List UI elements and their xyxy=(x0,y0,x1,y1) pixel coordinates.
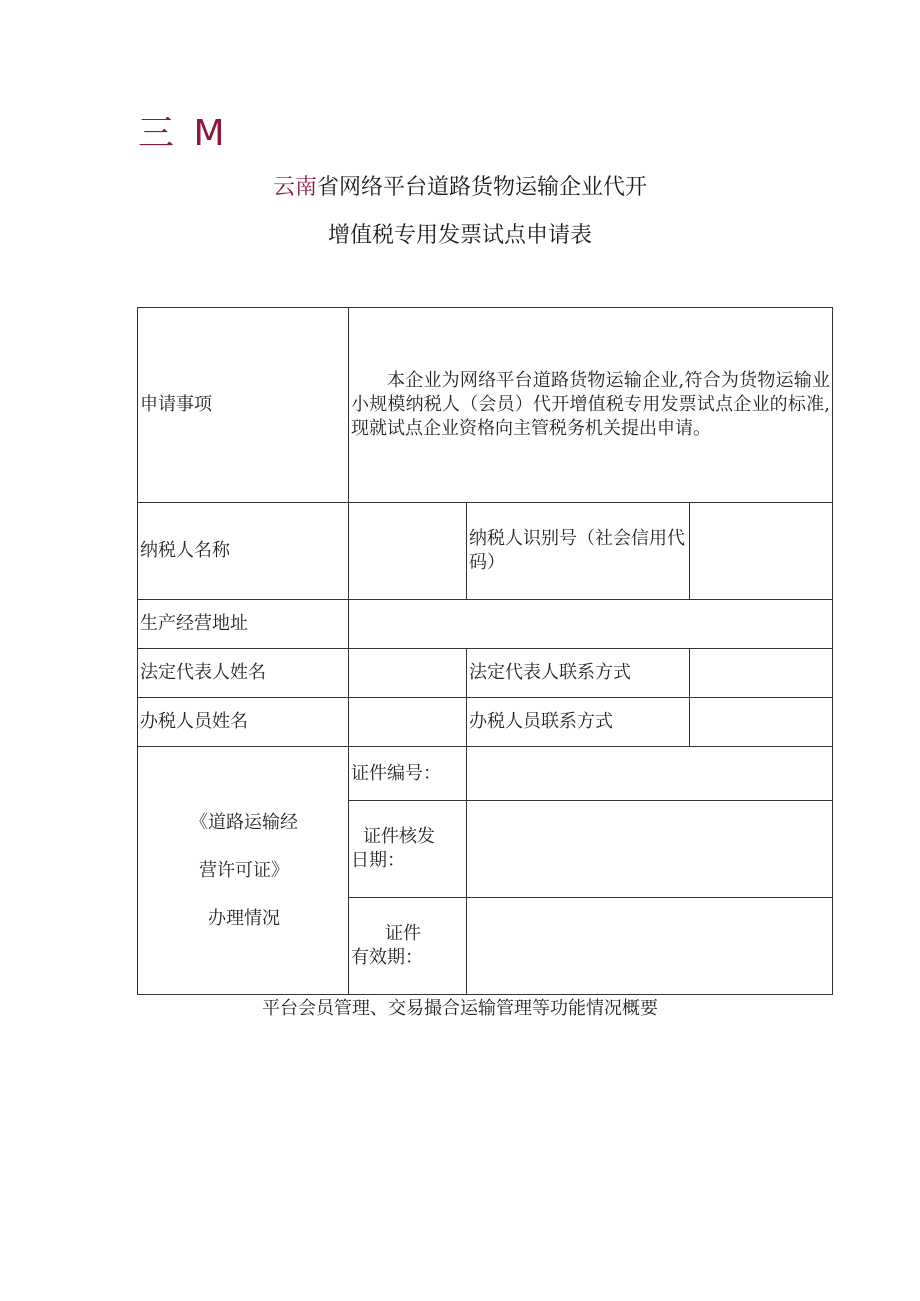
application-form-table xyxy=(137,307,833,995)
cert-issue-field[interactable] xyxy=(467,801,833,898)
cert-number-label: 证件编号： xyxy=(349,747,467,801)
form-title-line2: 增值税专用发票试点申请表 xyxy=(327,223,592,248)
footer-text: 平台会员管理、交易撮合运输管理等功能情况概要 xyxy=(262,998,658,1019)
tax-officer-contact-label: 办税人员联系方式 xyxy=(467,698,690,747)
legal-rep-name-field[interactable] xyxy=(349,649,467,698)
tax-officer-name-label: 办税人员姓名 xyxy=(138,698,349,747)
taxpayer-id-field[interactable] xyxy=(690,503,833,600)
cert-valid-line1: 证件 xyxy=(385,923,421,944)
title-rest: 省网络平台道路货物运输企业代开 xyxy=(317,175,648,200)
title-accent: 云南 xyxy=(272,175,317,200)
tax-officer-contact-field[interactable] xyxy=(690,698,833,747)
permit-label xyxy=(138,747,349,995)
cert-valid-label xyxy=(349,898,467,995)
tax-officer-name-field[interactable] xyxy=(349,698,467,747)
cert-valid-field[interactable] xyxy=(467,898,833,995)
logo: 三 M xyxy=(138,113,229,154)
legal-rep-contact-label: 法定代表人联系方式 xyxy=(467,649,690,698)
cert-number-field[interactable] xyxy=(467,747,833,801)
taxpayer-name-field[interactable] xyxy=(349,503,467,600)
application-item-label: 申请事项 xyxy=(138,308,349,503)
permit-label-line1: 《道路运输经 xyxy=(190,811,298,833)
legal-rep-name-label: 法定代表人姓名 xyxy=(138,649,349,698)
form-title-line1 xyxy=(0,170,920,206)
taxpayer-name-label: 纳税人名称 xyxy=(138,503,349,600)
permit-label-line2: 营许可证》 xyxy=(199,859,289,881)
application-item-text: 本企业为网络平台道路货物运输企业,符合为货物运输业小规模纳税人（会员）代开增值税专用发票试点企业的标准,现就试点企业资格向主管税务机关提出申请。 xyxy=(349,308,833,503)
cert-issue-line1: 证件核发 xyxy=(363,826,435,847)
legal-rep-contact-field[interactable] xyxy=(690,649,833,698)
address-label: 生产经营地址 xyxy=(138,600,349,649)
cert-valid-line2: 有效期： xyxy=(351,947,423,968)
taxpayer-id-label: 纳税人识别号（社会信用代码） xyxy=(467,503,690,600)
permit-label-line3: 办理情况 xyxy=(208,907,280,929)
cert-issue-line2: 日期： xyxy=(351,850,405,871)
address-field[interactable] xyxy=(349,600,833,649)
cert-issue-label xyxy=(349,801,467,898)
